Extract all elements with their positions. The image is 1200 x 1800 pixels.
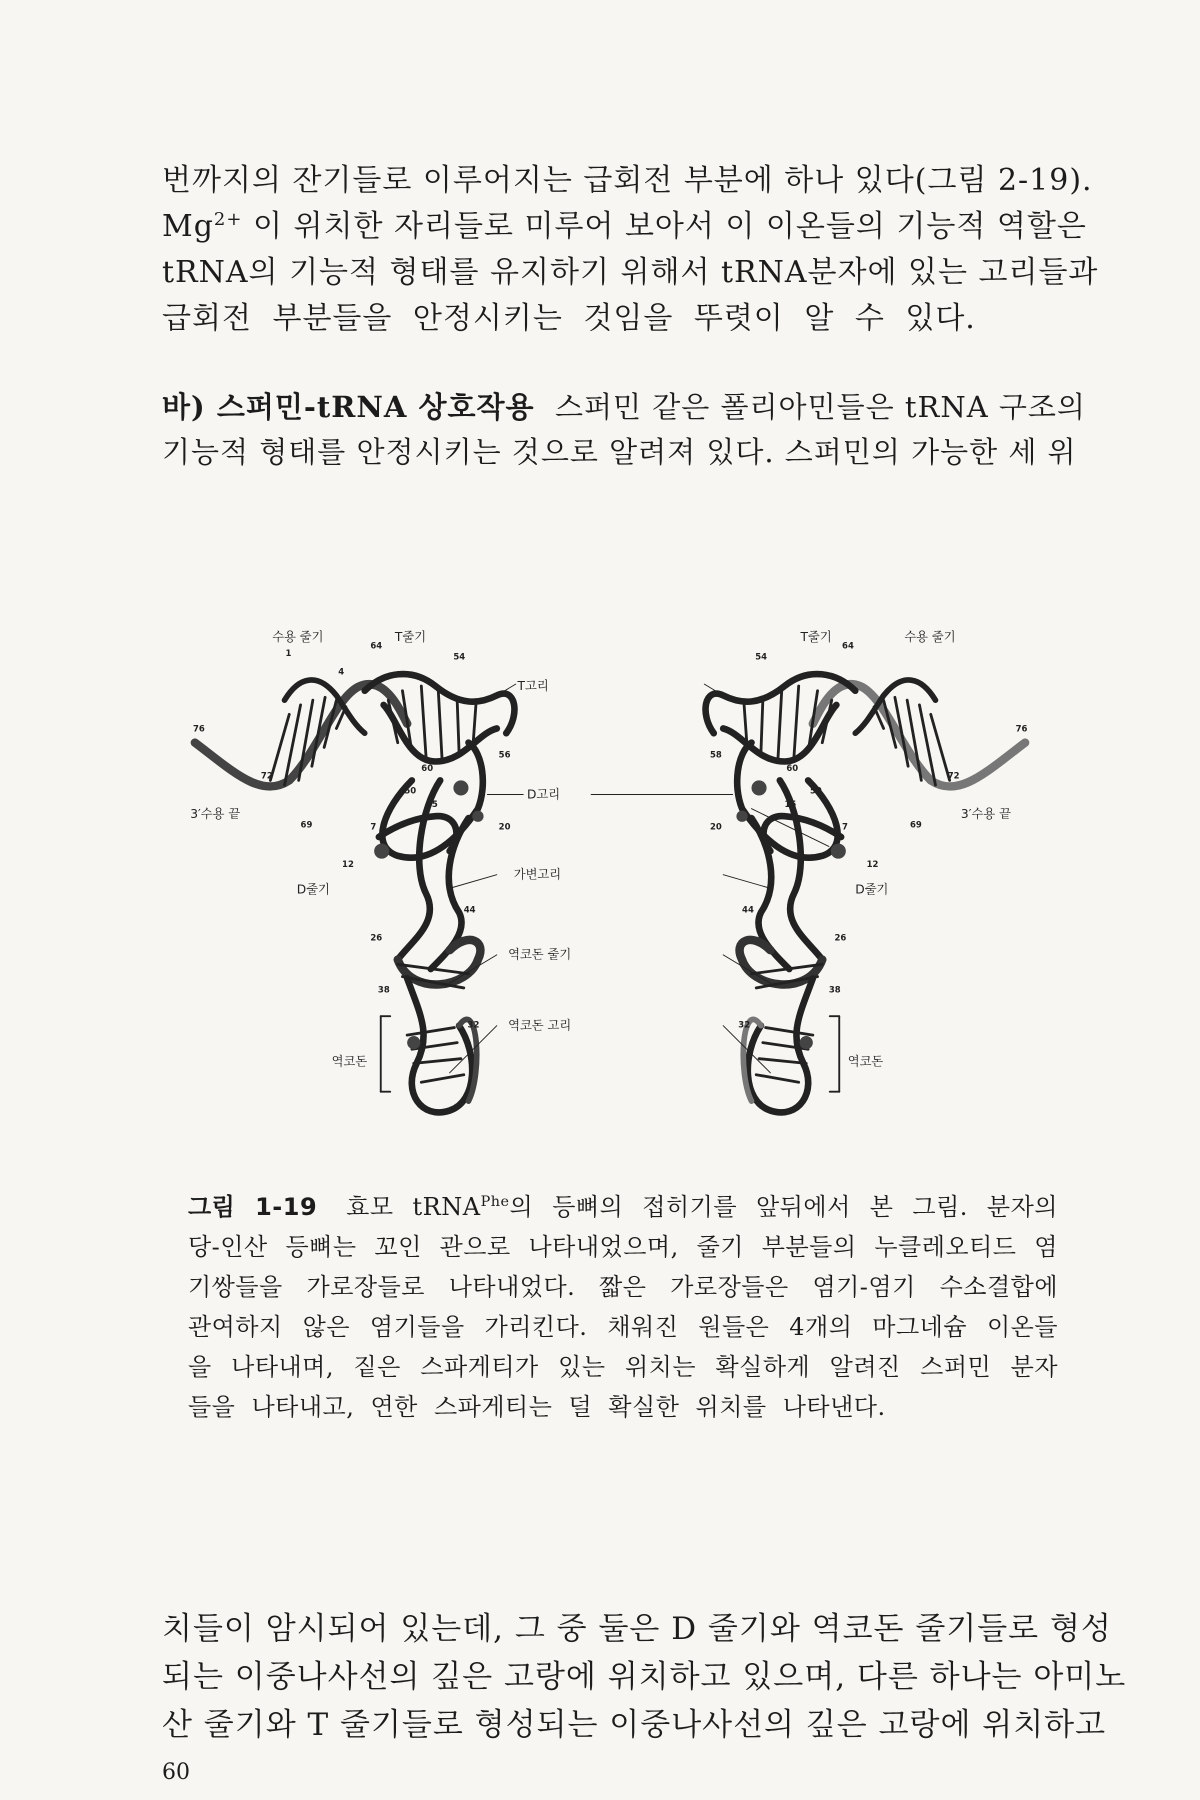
leader-line xyxy=(448,875,497,889)
residue-number: 38 xyxy=(828,985,841,996)
trna-figure xyxy=(170,620,1050,1120)
residue-number: 7 xyxy=(842,822,848,833)
residue-number: 4 xyxy=(338,667,345,678)
label-acceptor-end: 3′수용 끝 xyxy=(190,807,241,822)
text-line: 치들이 암시되어 있는데, 그 중 둘은 D 줄기와 역코돈 줄기들로 형성 xyxy=(162,1611,1112,1647)
text-line: 을 나타내며, 짙은 스파게티가 있는 위치는 확실하게 알려진 스퍼민 분자 xyxy=(188,1353,1058,1381)
residue-number: 58 xyxy=(710,750,722,761)
text-line: 들을 나타내고, 연한 스파게티는 덜 확실한 위치를 나타낸다. xyxy=(188,1393,886,1421)
residue-number: 64 xyxy=(370,641,383,652)
label-anticodon-stem: 역코돈 줄기 xyxy=(508,947,572,962)
figure-caption xyxy=(188,1187,1058,1427)
label-anticodon: 역코돈 xyxy=(331,1054,368,1069)
residue-number: 76 xyxy=(193,724,205,735)
superscript: Phe xyxy=(480,1194,510,1210)
residue-number: 38 xyxy=(377,985,390,996)
label-acceptor-stem: 수용 줄기 xyxy=(904,629,956,644)
residue-number: 50 xyxy=(810,786,822,797)
residue-number: 32 xyxy=(467,1020,480,1031)
text-run: 의 등뼈의 접히기를 앞뒤에서 본 그림. 분자의 xyxy=(509,1193,1058,1221)
residue-number: 54 xyxy=(453,652,466,663)
text-line: 관여하지 않은 염기들을 가리킨다. 채워진 원들은 4개의 마그네슘 이온들 xyxy=(188,1313,1058,1341)
trna-front-view xyxy=(195,674,523,1112)
residue-number: 26 xyxy=(834,933,847,944)
residue-number: 56 xyxy=(498,750,511,761)
leader-line xyxy=(723,875,772,889)
residue-number: 20 xyxy=(710,822,722,833)
leader-line xyxy=(450,955,497,983)
label-d-loop: D고리 xyxy=(526,787,561,802)
body-paragraph-top xyxy=(162,158,1099,342)
base-pair-rungs xyxy=(874,697,949,785)
residue-number: 7 xyxy=(370,822,377,833)
superscript: 2+ xyxy=(213,209,243,230)
residue-number: 26 xyxy=(370,933,383,944)
residue-number: 20 xyxy=(498,822,511,833)
residue-number: 69 xyxy=(910,820,922,831)
text-line: 기쌍들을 가로장들로 나타내었다. 짧은 가로장들은 염기-염기 수소결합에 xyxy=(188,1273,1058,1301)
text-run: Mg xyxy=(162,209,214,244)
text-line: 당-인산 등뼈는 꼬인 관으로 나타내었으며, 줄기 부분들의 누클레오티드 염 xyxy=(188,1233,1058,1261)
residue-number: 12 xyxy=(866,860,879,871)
text-run: 이 위치한 자리들로 미루어 보아서 이 이온들의 기능적 역할은 xyxy=(253,209,1087,244)
label-t-stem: T줄기 xyxy=(394,629,427,644)
section-heading: 바) 스퍼민-tRNA 상호작용 xyxy=(162,390,535,424)
residue-number: 15 xyxy=(784,799,797,810)
label-d-stem: D줄기 xyxy=(296,882,330,897)
residue-number: 1 xyxy=(285,648,292,659)
text-line: 산 줄기와 T 줄기들로 형성되는 이중나사선의 깊은 고랑에 위치하고 xyxy=(162,1707,1107,1743)
label-t-loop: T고리 xyxy=(517,678,549,693)
caption-label: 그림 1-19 xyxy=(188,1193,318,1221)
residue-number: 69 xyxy=(300,820,313,831)
trna-diagram xyxy=(170,620,1050,1120)
residue-number: 64 xyxy=(842,641,854,652)
base-pair-rungs xyxy=(270,697,345,785)
label-anticodon-loop: 역코돈 고리 xyxy=(508,1018,572,1033)
residue-number: 50 xyxy=(404,786,417,797)
residue-number: 72 xyxy=(260,771,273,782)
residue-number: 76 xyxy=(1015,724,1028,735)
residue-number: 12 xyxy=(342,860,354,871)
page-number: 60 xyxy=(162,1760,190,1785)
text-line: 기능적 형태를 안정시키는 것으로 알려져 있다. 스퍼민의 가능한 세 위 xyxy=(162,435,1077,469)
text-line: tRNA의 기능적 형태를 유지하기 위해서 tRNA분자에 있는 고리들과 xyxy=(162,255,1099,290)
residue-number: 60 xyxy=(421,763,434,774)
spermine-section xyxy=(162,385,1086,475)
residue-number: 54 xyxy=(755,652,768,663)
text-line: 되는 이중나사선의 깊은 고랑에 위치하고 있으며, 다른 하나는 아미노 xyxy=(162,1659,1127,1695)
label-acceptor-stem: 수용 줄기 xyxy=(272,629,324,644)
residue-number: 60 xyxy=(786,763,799,774)
text-line xyxy=(162,204,1087,250)
leader-line xyxy=(723,955,770,983)
label-d-stem: D줄기 xyxy=(855,882,889,897)
label-variable-loop: 가변고리 xyxy=(513,867,562,882)
label-anticodon: 역코돈 xyxy=(847,1054,884,1069)
text-line: 번까지의 잔기들로 이루어지는 급회전 부분에 하나 있다(그림 2-19). xyxy=(162,163,1093,198)
text-line: 급회전 부분들을 안정시키는 것임을 뚜렷이 알 수 있다. xyxy=(162,301,976,336)
residue-number: 44 xyxy=(742,905,754,916)
trna-back-view xyxy=(591,674,1025,1112)
body-paragraph-bottom xyxy=(162,1605,1127,1749)
residue-number: 72 xyxy=(947,771,960,782)
text-line xyxy=(188,1187,1058,1227)
text-run: 효모 tRNA xyxy=(346,1193,481,1221)
label-acceptor-end: 3′수용 끝 xyxy=(960,807,1011,822)
text-run: 스퍼민 같은 폴리아민들은 tRNA 구조의 xyxy=(555,390,1086,424)
text-line xyxy=(162,385,1086,430)
residue-number: 32 xyxy=(738,1020,751,1031)
residue-number: 44 xyxy=(463,905,476,916)
residue-number: 15 xyxy=(426,799,438,810)
label-t-stem: T줄기 xyxy=(800,629,832,644)
